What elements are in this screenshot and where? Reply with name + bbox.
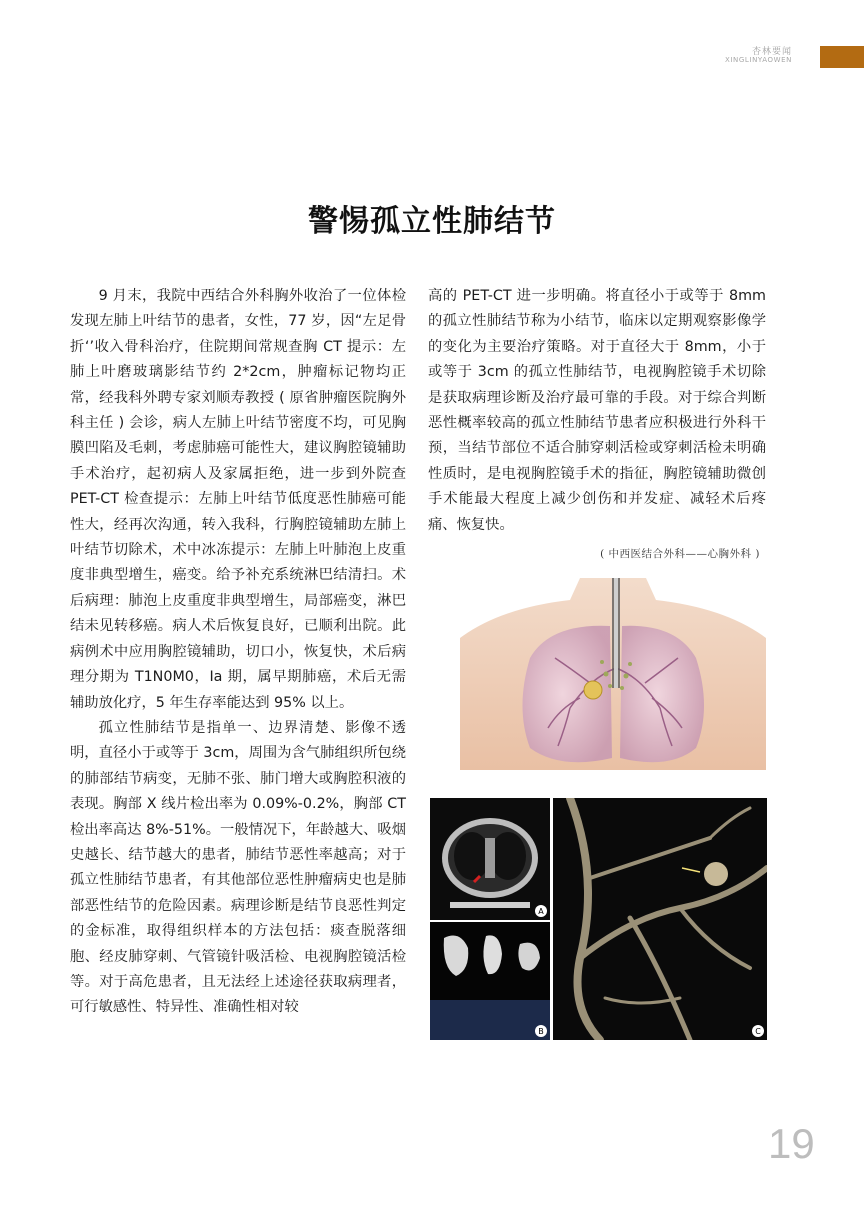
left-column: [70, 284, 406, 1021]
article-source: ( 中西医结合外科——心胸外科 ): [600, 548, 760, 560]
paragraph-continued: 高的 PET-CT 进一步明确。将直径小于或等于 8mm 的孤立性肺结节称为小结节，临床以定期观察影像学的变化为主要治疗策略。对于直径大于 8mm，小于或等于 3cm 的孤立性肺结节，电视胸腔镜手术切除是获取病理诊断及治疗最可靠的手段。对于综合判断恶性概率较高的孤立性肺结节患者应积极进行外科干预，当结节部位不适合肺穿刺活检或穿刺活检未明确性质时，是电视胸腔镜手术的指征，胸腔镜辅助微创手术能最大程度上减少创伤和并发症、减轻术后疼痛、恢复快。: [428, 288, 766, 533]
header-accent-tab: [820, 46, 864, 68]
article-title: 警惕孤立性肺结节: [308, 204, 556, 239]
header-section-name: 杏林要闻: [751, 47, 792, 57]
page-number: 19: [768, 1120, 815, 1167]
figure-label-b: B: [538, 1027, 544, 1036]
paragraph-case-report: 9 月末，我院中西结合外科胸外收治了一位体检发现左肺上叶结节的患者，女性，77 岁，因“左足骨折‘’收入骨科治疗，住院期间常规查胸 CT 提示：左肺上叶磨玻璃影结节约 2*2cm，肿瘤标记物均正常，经我科外聘专家刘顺寿教授 ( 原省肿瘤医院胸外科主任 ) 会诊，病人左肺上叶结节密度不均，可见胸膜凹陷及毛刺，考虑肺癌可能性大，建议胸腔镜辅助手术治疗，起初病人及家属拒绝，进一步到外院查 PET-CT 检查提示：左肺上叶结节低度恶性肺癌可能性大，经再次沟通，转入我科，行胸腔镜辅助左肺上叶结节切除术，术中冰冻提示：左肺上叶肺泡上皮重度非典型增生，癌变。给予补充系统淋巴结清扫。术后病理：肺泡上皮重度非典型增生，局部癌变，淋巴结未见转移癌。病人术后恢复良好，已顺利出院。此病例术中应用胸腔镜辅助，切口小，恢复快，术后病理分期为 T1N0M0，Ia 期，属早期肺癌，术后无需辅助放化疗，5 年生存率能达到 95% 以上。: [70, 288, 406, 711]
paragraph-definition: 孤立性肺结节是指单一、边界清楚、影像不透明，直径小于或等于 3cm，周围为含气肺组织所包绕的肺部结节病变，无肺不张、肺门增大或胸腔积液的表现。胸部 X 线片检出率为 0.09%-0.2%，胸部 CT 检出率高达 8%-51%。一般情况下，年龄越大、吸烟史越长、结节越大的患者，肺结节恶性率越高；对于孤立性肺结节患者，有其他部位恶性肿瘤病史也是肺部恶性结节的危险因素。病理诊断是结节良恶性判定的金标准，取得组织样本的方法包括：痰查脱落细胞、经皮肺穿刺、气管镜针吸活检、电视胸腔镜活检等。对于高危患者，且无法经上述途径获取病理者，可行敏感性、特异性、准确性相对较: [70, 719, 406, 1016]
lung-illustration: [460, 578, 766, 770]
figure-label-c: C: [755, 1027, 761, 1036]
header-section-pinyin: XINGLINYAOWEN: [724, 56, 792, 64]
ct-figure-panel: [430, 798, 767, 1040]
right-column: [428, 284, 766, 538]
figure-label-a: A: [538, 907, 544, 916]
